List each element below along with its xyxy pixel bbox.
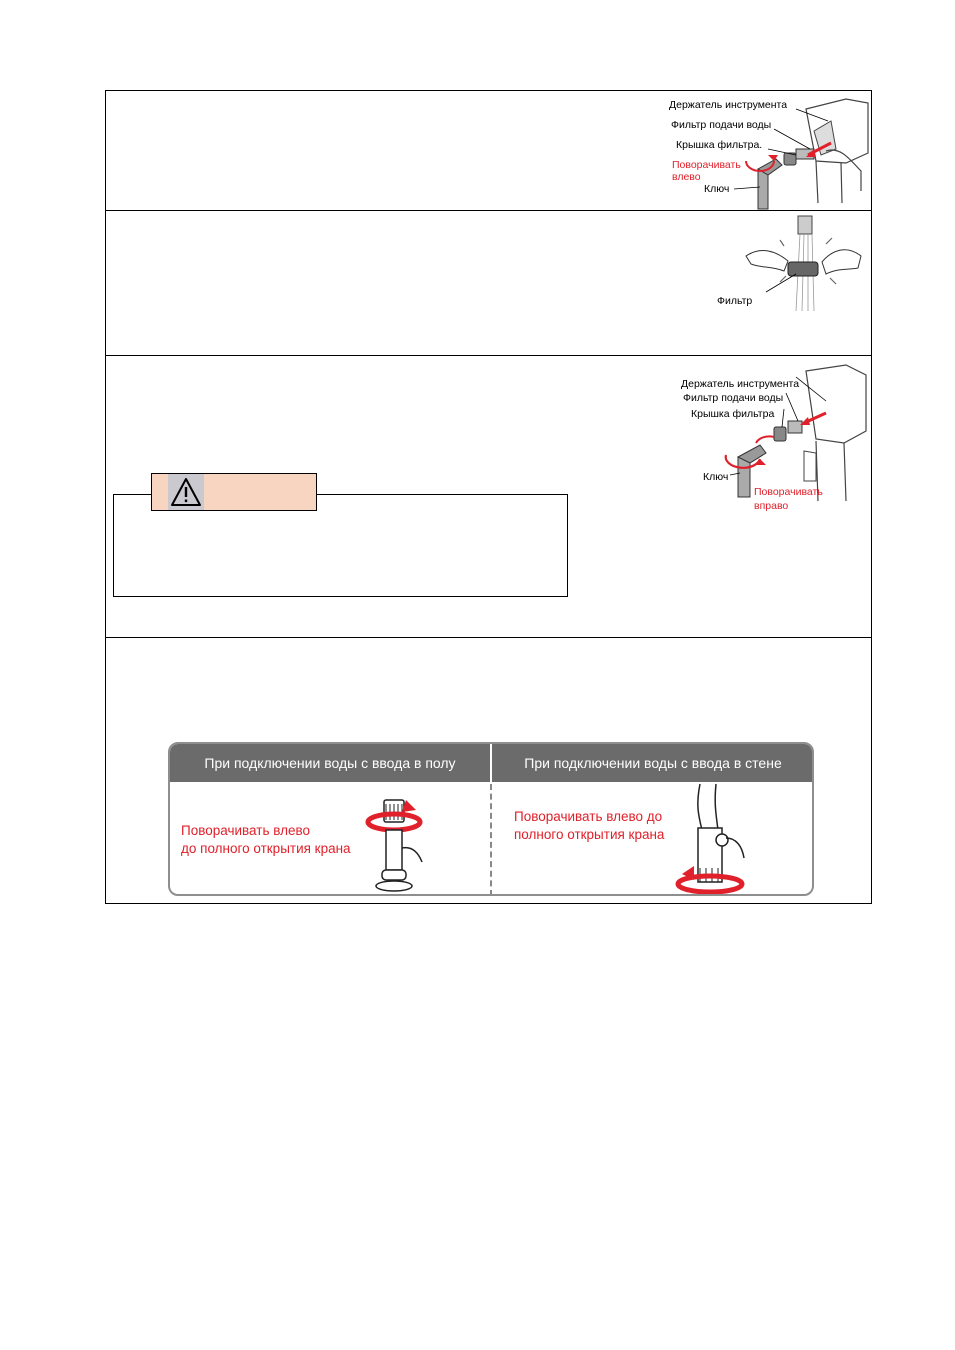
step-open-valve [106,638,871,904]
label-direction-right: вправо [754,500,789,512]
step-install-filter [106,356,871,638]
warning-triangle-icon [168,474,204,510]
label-key: Ключ [703,471,729,483]
floor-instruction-line2: до полного открытия крана [181,841,351,856]
warning-header [151,473,317,511]
wall-valve-icon [672,784,752,896]
label-inlet-filter: Фильтр подачи воды [683,392,784,404]
wall-instruction-line1: Поворачивать влево до [514,809,663,824]
label-filter-cap: Крышка фильтра. [676,139,763,151]
label-inlet-filter: Фильтр подачи воды [671,119,772,131]
floor-valve-icon [360,792,430,896]
label-key: Ключ [704,183,730,195]
step-remove-filter [106,91,871,211]
label-filter-cap: Крышка фильтра [691,408,775,420]
label-rotate: Поворачивать [754,486,823,498]
warning-box [113,494,568,597]
label-tool-holder: Держатель инструмента [669,99,788,111]
wall-inlet-header: При подключении воды с ввода в стене [492,744,814,782]
valve-opening-panel [168,742,814,896]
label-rotate: Поворачивать [672,159,741,171]
panel-dashed-divider [490,784,492,896]
panel-divider [490,744,492,782]
floor-inlet-header: При подключении воды с ввода в полу [170,744,490,782]
step-clean-filter [106,211,871,356]
instruction-frame [105,90,872,904]
label-direction-left: влево [672,171,701,183]
label-filter: Фильтр [717,295,753,307]
label-tool-holder: Держатель инструмента [681,378,800,390]
floor-instruction-line1: Поворачивать влево [181,823,311,838]
wall-instruction-line2: полного открытия крана [514,827,665,842]
